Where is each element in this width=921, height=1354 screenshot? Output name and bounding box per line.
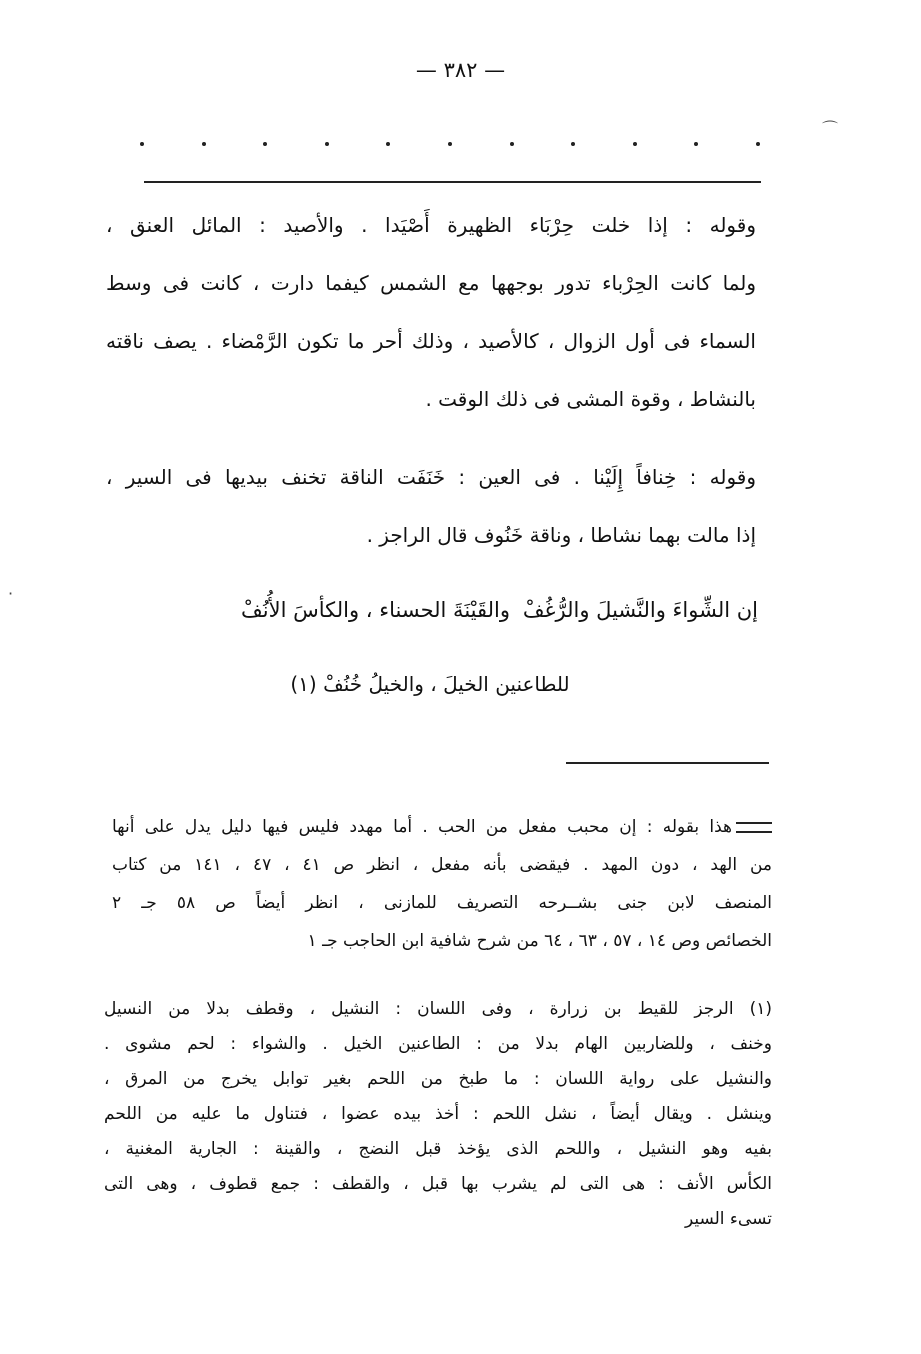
paragraph-commentary-1 (106, 196, 756, 428)
footnote-text: هذا بقوله : إن محبب مفعل من الحب . أما مهدد فليس فيها دليل يدل على أنها (112, 817, 732, 837)
text-line: إذا مالت بهما نشاطا ، وناقة خَنُوف قال الراجز . (366, 523, 756, 547)
dot (694, 142, 698, 146)
dot (325, 142, 329, 146)
header-rule (144, 181, 761, 183)
footnote-separator (566, 762, 769, 764)
footnote-line: الكأس الأنف : هى التى لم يشرب بها قبل ، والقطف : جمع قطوف ، وهى التى (104, 1174, 772, 1194)
ornamental-dots (140, 142, 760, 146)
page-number: — ٣٨٢ — (415, 58, 506, 82)
footnote-line: وينشل . ويقال أيضاً ، نشل اللحم : أخذ بيده عضوا ، فتناول ما عليه من اللحم (104, 1104, 772, 1124)
dot (510, 142, 514, 146)
footnote-line: (١) الرجز للقيط بن زرارة ، وفى اللسان : النشيل ، وقطف بدلا من النسيل (104, 999, 772, 1019)
dot (571, 142, 575, 146)
footnote-line: من الهد ، دون المهد . فيقضى بأنه مفعل ، انظر ص ٤١ ، ٤٧ ، ١٤١ من كتاب (112, 855, 772, 875)
text-line: ولما كانت الحِرْباء تدور بوجهها مع الشمس كيفما دارت ، كانت فى وسط (106, 271, 756, 295)
dot (633, 142, 637, 146)
continuation-mark (736, 822, 772, 833)
dot (756, 142, 760, 146)
verse-hemistich-1: إن الشِّواءَ والنَّشيلَ والرُّغُفْ (522, 598, 758, 622)
footnote-line: بفيه وهو النشيل ، واللحم الذى يؤخذ قبل النضج ، والقينة : الجارية المغنية ، (104, 1139, 772, 1159)
scan-mark: · (8, 584, 14, 603)
text-line: وقوله : خِنافاً إِلَيْنا . فى العين : خَنَفَت الناقة تخنف بيديها فى السير ، (106, 465, 756, 489)
footnote-continued (112, 808, 772, 960)
verse-line-2: للطاعنين الخيلَ ، والخيلُ خُنُفْ (١) (290, 672, 570, 696)
text-line: وقوله : إذا خلت حِرْبَاء الظهيرة أَصْيَدا . والأصيد : المائل العنق ، (106, 213, 756, 237)
scan-mark: ⌒ (822, 119, 839, 138)
verse-line-1 (108, 588, 758, 632)
footnote-1 (104, 992, 772, 1237)
text-line: بالنشاط ، وقوة المشى فى ذلك الوقت . (425, 387, 756, 411)
footnote-line: المنصف لابن جنى بشــرحه التصريف للمازنى ، انظر أيضاً ص ٥٨ جـ ٢ (112, 893, 772, 913)
footnote-line: الخصائص وص ١٤ ، ٥٧ ، ٦٣ ، ٦٤ من شرح شافية ابن الحاجب جـ ١ (307, 931, 772, 951)
footnote-line (112, 808, 772, 846)
footnote-line: وخنف ، وللضاربين الهام بدلا من : الطاعنين الخيل . والشواء : لحم مشوى . (104, 1034, 772, 1054)
dot (448, 142, 452, 146)
paragraph-commentary-2 (106, 448, 756, 564)
text-line: السماء فى أول الزوال ، كالأصيد ، وذلك أحر ما تكون الرَّمْضاء . يصف ناقته (106, 329, 756, 353)
dot (263, 142, 267, 146)
dot (202, 142, 206, 146)
verse-hemistich-2: والقَيْنَةَ الحسناء ، والكأسَ الأُنُفْ (241, 598, 510, 622)
dot (386, 142, 390, 146)
footnote-line: تسىء السير (684, 1209, 772, 1229)
footnote-line: والنشيل على رواية اللسان : ما طبخ من اللحم بغير توابل يخرج من المرق ، (104, 1069, 772, 1089)
dot (140, 142, 144, 146)
